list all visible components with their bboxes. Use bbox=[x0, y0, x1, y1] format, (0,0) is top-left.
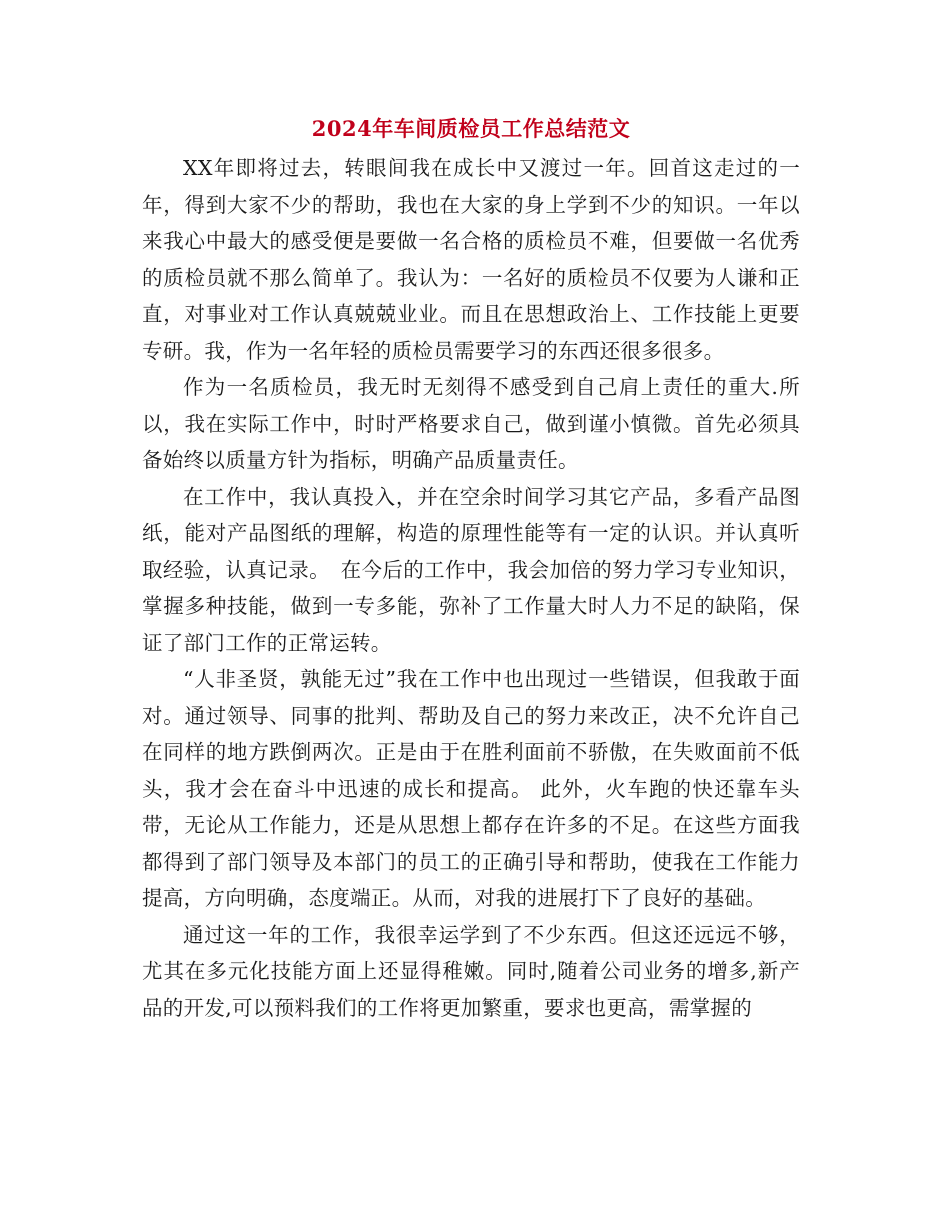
paragraph-1: XX年即将过去，转眼间我在成长中又渡过一年。回首这走过的一年，得到大家不少的帮助，我也在大家的身上学到不少的知识。一年以来我心中最大的感受便是要做一名合格的质检员不难，但要做一名优秀的质检员就不那么简单了。我认为：一名好的质检员不仅要为人谦和正直，对事业对工作认真兢兢业业。而且在思想政治上、工作技能上更要专研。我，作为一名年轻的质检员需要学习的东西还很多很多。 bbox=[142, 156, 800, 363]
paragraph-2: 作为一名质检员，我无时无刻得不感受到自己肩上责任的重大.所以，我在实际工作中，时时严格要求自己，做到谨小慎微。首先必须具备始终以质量方针为指标，明确产品质量责任。 bbox=[142, 375, 800, 472]
paragraph-5: 通过这一年的工作，我很幸运学到了不少东西。但这还远远不够，尤其在多元化技能方面上还显得稚嫩。同时,随着公司业务的增多,新产品的开发,可以预料我们的工作将更加繁重，要求也更高，需掌握的 bbox=[142, 922, 800, 1020]
document-title: 2024年车间质检员工作总结范文 bbox=[311, 116, 631, 141]
paragraph-4: “人非圣贤，孰能无过”我在工作中也出现过一些错误，但我敢于面对。通过领导、同事的批判、帮助及自己的努力来改正，决不允许自己在同样的地方跌倒两次。正是由于在胜利面前不骄傲，在失败面前不低头，我才会在奋斗中迅速的成长和提高。 此外，火车跑的快还靠车头带，无论从工作能力，还是从思想上都存在许多的不足。在这些方面我都得到了部门领导及本部门的员工的正确引导和帮助，使我在工作能力提高，方向明确，态度端正。从而，对我的进展打下了良好的基础。 bbox=[142, 667, 800, 910]
paragraph-3: 在工作中，我认真投入，并在空余时间学习其它产品，多看产品图纸，能对产品图纸的理解，构造的原理性能等有一定的认识。并认真听取经验，认真记录。 在今后的工作中，我会加倍的努力学习专业知识，掌握多种技能，做到一专多能，弥补了工作量大时人力不足的缺陷，保证了部门工作的正常运转。 bbox=[142, 484, 800, 655]
